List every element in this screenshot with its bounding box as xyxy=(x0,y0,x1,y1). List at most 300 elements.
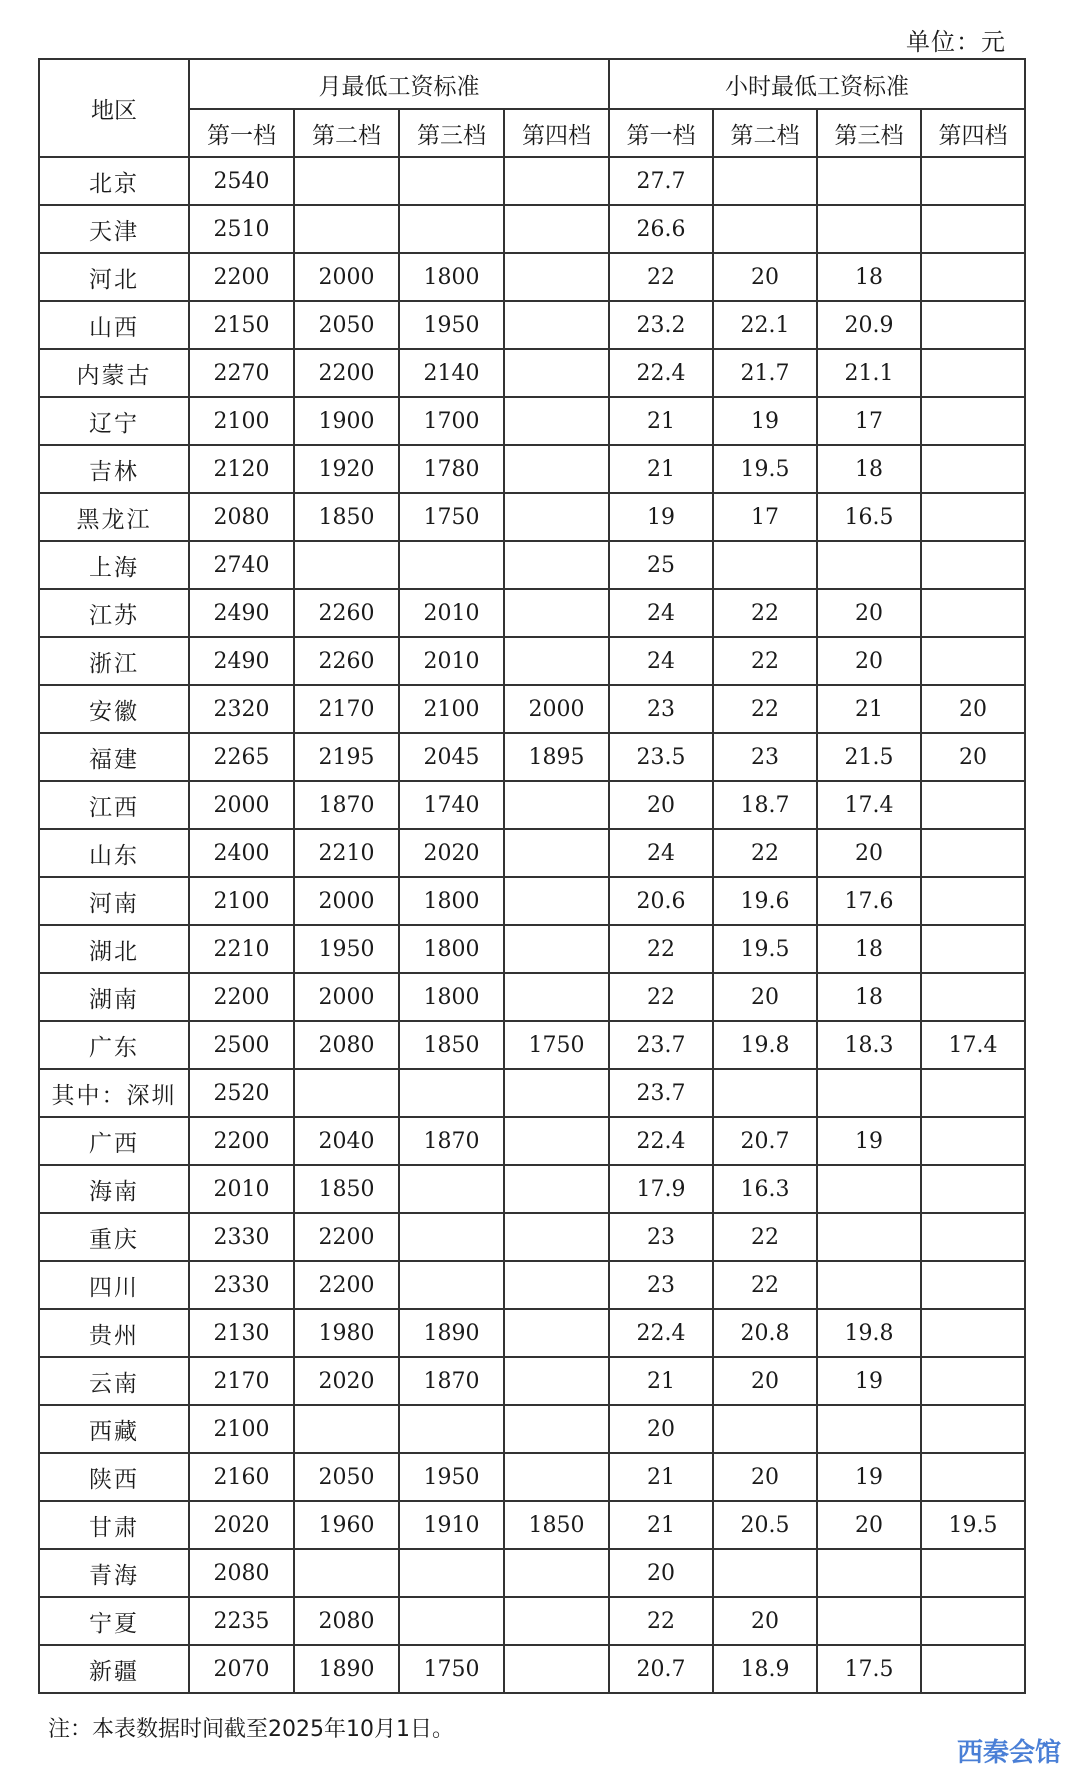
monthly-wage-cell: 2210 xyxy=(294,829,399,877)
hourly-wage-cell: 20 xyxy=(713,1597,817,1645)
table-row xyxy=(39,493,1025,541)
hourly-wage-cell: 22 xyxy=(609,253,713,301)
hourly-wage-cell: 22 xyxy=(609,925,713,973)
monthly-wage-cell xyxy=(294,205,399,253)
monthly-wage-cell xyxy=(294,1549,399,1597)
monthly-wage-cell: 1780 xyxy=(399,445,504,493)
table-row xyxy=(39,1165,1025,1213)
monthly-wage-cell: 2520 xyxy=(189,1069,294,1117)
monthly-wage-cell: 1700 xyxy=(399,397,504,445)
monthly-wage-cell: 1870 xyxy=(294,781,399,829)
monthly-wage-cell: 2000 xyxy=(294,253,399,301)
hourly-wage-cell: 20 xyxy=(817,637,921,685)
monthly-wage-cell xyxy=(399,1261,504,1309)
hourly-wage-cell xyxy=(713,157,817,205)
hourly-group-header: 小时最低工资标准 xyxy=(609,59,1025,109)
hourly-wage-cell: 18 xyxy=(817,253,921,301)
region-cell: 广西 xyxy=(39,1117,189,1165)
hourly-wage-cell: 22 xyxy=(609,1597,713,1645)
monthly-wage-cell xyxy=(399,157,504,205)
table-row xyxy=(39,589,1025,637)
monthly-wage-cell xyxy=(399,1549,504,1597)
monthly-wage-cell xyxy=(294,157,399,205)
monthly-wage-cell: 2140 xyxy=(399,349,504,397)
table-row xyxy=(39,973,1025,1021)
hourly-wage-cell: 19.6 xyxy=(713,877,817,925)
monthly-wage-cell: 2170 xyxy=(189,1357,294,1405)
monthly-wage-cell: 2740 xyxy=(189,541,294,589)
hourly-wage-cell: 23.5 xyxy=(609,733,713,781)
region-cell: 湖北 xyxy=(39,925,189,973)
monthly-wage-cell: 2040 xyxy=(294,1117,399,1165)
hourly-wage-cell xyxy=(921,253,1025,301)
monthly-wage-cell: 1850 xyxy=(399,1021,504,1069)
monthly-wage-cell: 2200 xyxy=(189,1117,294,1165)
hourly-wage-cell: 19 xyxy=(817,1357,921,1405)
monthly-wage-cell xyxy=(504,1261,609,1309)
hourly-wage-cell: 20 xyxy=(609,1549,713,1597)
footnote: 注：本表数据时间截至2025年10月1日。 xyxy=(48,1717,454,1742)
watermark-logo xyxy=(948,1733,1070,1767)
hourly-wage-cell: 23 xyxy=(609,685,713,733)
monthly-wage-cell xyxy=(504,205,609,253)
monthly-wage-cell: 2000 xyxy=(189,781,294,829)
monthly-wage-cell: 2020 xyxy=(399,829,504,877)
table-row xyxy=(39,541,1025,589)
table-row xyxy=(39,925,1025,973)
monthly-wage-cell xyxy=(399,1597,504,1645)
monthly-wage-cell: 2080 xyxy=(294,1597,399,1645)
hourly-wage-cell: 22 xyxy=(609,973,713,1021)
monthly-wage-cell: 1750 xyxy=(504,1021,609,1069)
monthly-wage-cell: 2260 xyxy=(294,637,399,685)
hourly-wage-cell: 18.3 xyxy=(817,1021,921,1069)
table-row xyxy=(39,1213,1025,1261)
hourly-wage-cell xyxy=(921,1549,1025,1597)
hourly-wage-cell xyxy=(817,157,921,205)
hourly-wage-cell: 22 xyxy=(713,829,817,877)
hourly-wage-cell: 16.5 xyxy=(817,493,921,541)
hourly-wage-cell: 20 xyxy=(713,1453,817,1501)
region-cell: 重庆 xyxy=(39,1213,189,1261)
monthly-wage-cell xyxy=(504,349,609,397)
monthly-wage-cell: 2200 xyxy=(294,1213,399,1261)
monthly-wage-cell: 2000 xyxy=(294,877,399,925)
region-cell: 河北 xyxy=(39,253,189,301)
hourly-wage-cell: 24 xyxy=(609,637,713,685)
monthly-wage-cell xyxy=(504,1597,609,1645)
monthly-wage-cell xyxy=(504,1357,609,1405)
monthly-wage-cell: 1895 xyxy=(504,733,609,781)
monthly-wage-cell: 2400 xyxy=(189,829,294,877)
monthly-wage-cell: 2100 xyxy=(189,1405,294,1453)
hourly-wage-cell: 25 xyxy=(609,541,713,589)
monthly-wage-cell: 2210 xyxy=(189,925,294,973)
monthly-wage-cell: 1910 xyxy=(399,1501,504,1549)
monthly-wage-cell xyxy=(504,781,609,829)
region-cell: 海南 xyxy=(39,1165,189,1213)
table-row xyxy=(39,1501,1025,1549)
hourly-wage-cell: 21 xyxy=(609,1357,713,1405)
table-row xyxy=(39,1069,1025,1117)
hourly-wage-cell: 20 xyxy=(713,973,817,1021)
hourly-wage-cell: 24 xyxy=(609,589,713,637)
monthly-wage-cell: 2020 xyxy=(294,1357,399,1405)
hourly-wage-cell: 22 xyxy=(713,1261,817,1309)
hourly-wage-cell xyxy=(921,1645,1025,1693)
region-cell: 宁夏 xyxy=(39,1597,189,1645)
hourly-wage-cell: 21.1 xyxy=(817,349,921,397)
table-row xyxy=(39,397,1025,445)
table-row xyxy=(39,1645,1025,1693)
hourly-wage-cell: 20.5 xyxy=(713,1501,817,1549)
monthly-wage-cell: 2270 xyxy=(189,349,294,397)
monthly-wage-cell: 1800 xyxy=(399,925,504,973)
table-row xyxy=(39,781,1025,829)
hourly-wage-cell xyxy=(817,541,921,589)
monthly-wage-cell xyxy=(399,541,504,589)
region-cell: 北京 xyxy=(39,157,189,205)
monthly-wage-cell xyxy=(504,157,609,205)
monthly-wage-cell: 2050 xyxy=(294,301,399,349)
hourly-wage-cell: 20 xyxy=(609,1405,713,1453)
unit-label: 单位：元 xyxy=(906,28,1006,56)
hourly-wage-cell xyxy=(921,973,1025,1021)
hourly-wage-cell: 22 xyxy=(713,589,817,637)
monthly-wage-cell: 2540 xyxy=(189,157,294,205)
region-cell: 广东 xyxy=(39,1021,189,1069)
hourly-wage-cell xyxy=(921,1213,1025,1261)
table-body xyxy=(39,157,1025,1693)
hourly-wage-cell: 17.6 xyxy=(817,877,921,925)
monthly-wage-cell: 2000 xyxy=(504,685,609,733)
table-row xyxy=(39,637,1025,685)
hourly-wage-cell: 23 xyxy=(609,1261,713,1309)
monthly-wage-cell xyxy=(504,877,609,925)
region-cell: 江苏 xyxy=(39,589,189,637)
monthly-wage-cell xyxy=(399,205,504,253)
region-cell: 陕西 xyxy=(39,1453,189,1501)
region-cell: 西藏 xyxy=(39,1405,189,1453)
hourly-wage-cell: 22 xyxy=(713,637,817,685)
hourly-wage-cell xyxy=(921,589,1025,637)
monthly-wage-cell: 2490 xyxy=(189,637,294,685)
monthly-tier-header: 第二档 xyxy=(294,109,399,157)
monthly-wage-cell: 1920 xyxy=(294,445,399,493)
table-row xyxy=(39,1453,1025,1501)
region-cell: 青海 xyxy=(39,1549,189,1597)
monthly-wage-cell: 2235 xyxy=(189,1597,294,1645)
monthly-wage-cell: 2200 xyxy=(294,349,399,397)
hourly-wage-cell xyxy=(817,1261,921,1309)
monthly-wage-cell: 1900 xyxy=(294,397,399,445)
monthly-wage-cell xyxy=(294,1405,399,1453)
hourly-wage-cell: 21 xyxy=(817,685,921,733)
hourly-wage-cell xyxy=(921,829,1025,877)
monthly-wage-cell: 2330 xyxy=(189,1261,294,1309)
hourly-wage-cell: 19.5 xyxy=(713,925,817,973)
monthly-wage-cell: 2000 xyxy=(294,973,399,1021)
hourly-wage-cell xyxy=(921,925,1025,973)
monthly-wage-cell xyxy=(399,1405,504,1453)
monthly-tier-header: 第四档 xyxy=(504,109,609,157)
region-cell: 辽宁 xyxy=(39,397,189,445)
monthly-wage-cell xyxy=(504,1213,609,1261)
monthly-wage-cell xyxy=(504,1405,609,1453)
hourly-tier-header: 第一档 xyxy=(609,109,713,157)
hourly-wage-cell: 21 xyxy=(609,1501,713,1549)
table-row xyxy=(39,1261,1025,1309)
hourly-wage-cell xyxy=(921,541,1025,589)
monthly-wage-cell: 1980 xyxy=(294,1309,399,1357)
monthly-wage-cell: 2150 xyxy=(189,301,294,349)
hourly-wage-cell: 16.3 xyxy=(713,1165,817,1213)
region-cell: 甘肃 xyxy=(39,1501,189,1549)
hourly-wage-cell xyxy=(921,637,1025,685)
hourly-wage-cell: 17 xyxy=(713,493,817,541)
region-cell: 内蒙古 xyxy=(39,349,189,397)
table-row xyxy=(39,301,1025,349)
hourly-wage-cell: 20 xyxy=(713,253,817,301)
region-cell: 吉林 xyxy=(39,445,189,493)
hourly-wage-cell xyxy=(817,1069,921,1117)
hourly-wage-cell: 23.7 xyxy=(609,1021,713,1069)
region-cell: 新疆 xyxy=(39,1645,189,1693)
hourly-wage-cell: 19 xyxy=(817,1117,921,1165)
hourly-wage-cell: 23 xyxy=(609,1213,713,1261)
monthly-wage-cell xyxy=(504,301,609,349)
hourly-wage-cell xyxy=(921,301,1025,349)
monthly-wage-cell xyxy=(294,541,399,589)
monthly-wage-cell: 1850 xyxy=(294,1165,399,1213)
hourly-wage-cell: 19 xyxy=(713,397,817,445)
monthly-wage-cell: 1950 xyxy=(399,1453,504,1501)
monthly-wage-cell: 1950 xyxy=(399,301,504,349)
monthly-wage-cell xyxy=(504,1645,609,1693)
monthly-wage-cell: 2050 xyxy=(294,1453,399,1501)
table-row xyxy=(39,829,1025,877)
hourly-tier-header: 第四档 xyxy=(921,109,1025,157)
monthly-wage-cell xyxy=(504,445,609,493)
monthly-wage-cell: 2080 xyxy=(189,493,294,541)
hourly-wage-cell: 20 xyxy=(921,733,1025,781)
region-cell: 其中：深圳 xyxy=(39,1069,189,1117)
table-row xyxy=(39,685,1025,733)
table-row xyxy=(39,1405,1025,1453)
monthly-wage-cell: 2330 xyxy=(189,1213,294,1261)
monthly-wage-cell: 2195 xyxy=(294,733,399,781)
hourly-wage-cell: 19.5 xyxy=(713,445,817,493)
hourly-wage-cell: 17 xyxy=(817,397,921,445)
hourly-wage-cell xyxy=(713,1549,817,1597)
monthly-wage-cell: 2510 xyxy=(189,205,294,253)
hourly-tier-header: 第二档 xyxy=(713,109,817,157)
hourly-wage-cell: 19.5 xyxy=(921,1501,1025,1549)
hourly-wage-cell: 20 xyxy=(921,685,1025,733)
table-row xyxy=(39,349,1025,397)
hourly-wage-cell: 17.4 xyxy=(817,781,921,829)
hourly-wage-cell: 20 xyxy=(713,1357,817,1405)
hourly-wage-cell: 18 xyxy=(817,925,921,973)
monthly-tier-header: 第一档 xyxy=(189,109,294,157)
table-row xyxy=(39,1597,1025,1645)
region-cell: 上海 xyxy=(39,541,189,589)
monthly-wage-cell: 1870 xyxy=(399,1357,504,1405)
monthly-wage-cell: 2130 xyxy=(189,1309,294,1357)
hourly-wage-cell xyxy=(921,445,1025,493)
region-cell: 云南 xyxy=(39,1357,189,1405)
monthly-wage-cell xyxy=(504,1069,609,1117)
table-row xyxy=(39,157,1025,205)
hourly-wage-cell: 22.4 xyxy=(609,1117,713,1165)
hourly-wage-cell xyxy=(921,493,1025,541)
monthly-wage-cell xyxy=(504,1117,609,1165)
hourly-wage-cell xyxy=(921,157,1025,205)
hourly-wage-cell: 21 xyxy=(609,445,713,493)
hourly-wage-cell: 20.7 xyxy=(609,1645,713,1693)
monthly-wage-cell: 2100 xyxy=(189,877,294,925)
hourly-wage-cell xyxy=(921,1261,1025,1309)
monthly-wage-cell: 2010 xyxy=(399,589,504,637)
hourly-wage-cell: 23.2 xyxy=(609,301,713,349)
region-cell: 山东 xyxy=(39,829,189,877)
monthly-wage-cell: 2160 xyxy=(189,1453,294,1501)
monthly-wage-cell: 2490 xyxy=(189,589,294,637)
hourly-wage-cell xyxy=(921,1597,1025,1645)
monthly-wage-cell: 2320 xyxy=(189,685,294,733)
hourly-wage-cell xyxy=(921,397,1025,445)
hourly-wage-cell xyxy=(921,1309,1025,1357)
region-cell: 黑龙江 xyxy=(39,493,189,541)
hourly-wage-cell: 20 xyxy=(817,1501,921,1549)
hourly-wage-cell: 23 xyxy=(713,733,817,781)
hourly-wage-cell: 19 xyxy=(817,1453,921,1501)
monthly-wage-cell xyxy=(504,1309,609,1357)
monthly-wage-cell xyxy=(294,1069,399,1117)
monthly-wage-cell: 1800 xyxy=(399,877,504,925)
region-cell: 江西 xyxy=(39,781,189,829)
monthly-wage-cell: 1800 xyxy=(399,253,504,301)
monthly-wage-cell xyxy=(504,253,609,301)
table-row xyxy=(39,733,1025,781)
hourly-wage-cell xyxy=(817,1597,921,1645)
table-row xyxy=(39,253,1025,301)
region-cell: 安徽 xyxy=(39,685,189,733)
monthly-wage-cell: 1870 xyxy=(399,1117,504,1165)
monthly-wage-cell: 2070 xyxy=(189,1645,294,1693)
monthly-wage-cell xyxy=(504,925,609,973)
monthly-wage-cell: 1740 xyxy=(399,781,504,829)
hourly-wage-cell: 22 xyxy=(713,1213,817,1261)
hourly-wage-cell xyxy=(921,349,1025,397)
hourly-wage-cell: 22.4 xyxy=(609,1309,713,1357)
monthly-wage-cell: 2200 xyxy=(189,253,294,301)
region-cell: 河南 xyxy=(39,877,189,925)
hourly-wage-cell: 20.7 xyxy=(713,1117,817,1165)
monthly-wage-cell: 2260 xyxy=(294,589,399,637)
hourly-wage-cell: 21.7 xyxy=(713,349,817,397)
monthly-wage-cell xyxy=(504,541,609,589)
monthly-wage-cell: 1850 xyxy=(504,1501,609,1549)
monthly-wage-cell: 2100 xyxy=(399,685,504,733)
monthly-wage-cell xyxy=(504,397,609,445)
region-cell: 四川 xyxy=(39,1261,189,1309)
hourly-wage-cell xyxy=(921,1357,1025,1405)
monthly-wage-cell: 2200 xyxy=(189,973,294,1021)
hourly-wage-cell xyxy=(921,877,1025,925)
hourly-wage-cell: 21 xyxy=(609,397,713,445)
monthly-wage-cell: 1800 xyxy=(399,973,504,1021)
hourly-wage-cell: 27.7 xyxy=(609,157,713,205)
monthly-wage-cell xyxy=(504,1549,609,1597)
hourly-wage-cell xyxy=(817,1405,921,1453)
monthly-wage-cell xyxy=(504,637,609,685)
monthly-wage-cell xyxy=(399,1213,504,1261)
monthly-wage-cell: 2020 xyxy=(189,1501,294,1549)
hourly-wage-cell xyxy=(713,541,817,589)
hourly-wage-cell xyxy=(921,1069,1025,1117)
table-row xyxy=(39,877,1025,925)
table-row xyxy=(39,205,1025,253)
monthly-group-header: 月最低工资标准 xyxy=(189,59,609,109)
monthly-wage-cell xyxy=(504,973,609,1021)
hourly-wage-cell: 21.5 xyxy=(817,733,921,781)
monthly-wage-cell: 2265 xyxy=(189,733,294,781)
hourly-wage-cell xyxy=(713,1405,817,1453)
table-row xyxy=(39,1549,1025,1597)
hourly-wage-cell: 20 xyxy=(817,829,921,877)
monthly-wage-cell xyxy=(399,1069,504,1117)
hourly-wage-cell: 18.9 xyxy=(713,1645,817,1693)
table-header xyxy=(39,59,1025,157)
monthly-wage-cell xyxy=(504,829,609,877)
minimum-wage-table xyxy=(38,58,1026,1694)
hourly-wage-cell: 20.9 xyxy=(817,301,921,349)
hourly-wage-cell xyxy=(817,1549,921,1597)
hourly-wage-cell: 26.6 xyxy=(609,205,713,253)
monthly-wage-cell: 1750 xyxy=(399,493,504,541)
monthly-wage-cell: 1890 xyxy=(294,1645,399,1693)
monthly-wage-cell: 2200 xyxy=(294,1261,399,1309)
region-cell: 福建 xyxy=(39,733,189,781)
monthly-wage-cell: 2170 xyxy=(294,685,399,733)
monthly-tier-header: 第三档 xyxy=(399,109,504,157)
hourly-wage-cell xyxy=(921,781,1025,829)
hourly-wage-cell: 22 xyxy=(713,685,817,733)
monthly-wage-cell: 1950 xyxy=(294,925,399,973)
hourly-wage-cell: 19 xyxy=(609,493,713,541)
hourly-wage-cell xyxy=(921,1453,1025,1501)
region-cell: 贵州 xyxy=(39,1309,189,1357)
monthly-wage-cell: 1890 xyxy=(399,1309,504,1357)
monthly-wage-cell: 1750 xyxy=(399,1645,504,1693)
monthly-wage-cell xyxy=(504,493,609,541)
hourly-wage-cell: 21 xyxy=(609,1453,713,1501)
monthly-wage-cell xyxy=(504,589,609,637)
monthly-wage-cell: 2045 xyxy=(399,733,504,781)
hourly-wage-cell: 17.5 xyxy=(817,1645,921,1693)
hourly-wage-cell: 20.8 xyxy=(713,1309,817,1357)
hourly-wage-cell: 23.7 xyxy=(609,1069,713,1117)
hourly-wage-cell xyxy=(713,1069,817,1117)
monthly-wage-cell: 2500 xyxy=(189,1021,294,1069)
hourly-wage-cell xyxy=(921,1165,1025,1213)
hourly-wage-cell: 18.7 xyxy=(713,781,817,829)
monthly-wage-cell: 1960 xyxy=(294,1501,399,1549)
hourly-wage-cell xyxy=(921,1117,1025,1165)
hourly-wage-cell xyxy=(713,205,817,253)
hourly-wage-cell: 17.9 xyxy=(609,1165,713,1213)
